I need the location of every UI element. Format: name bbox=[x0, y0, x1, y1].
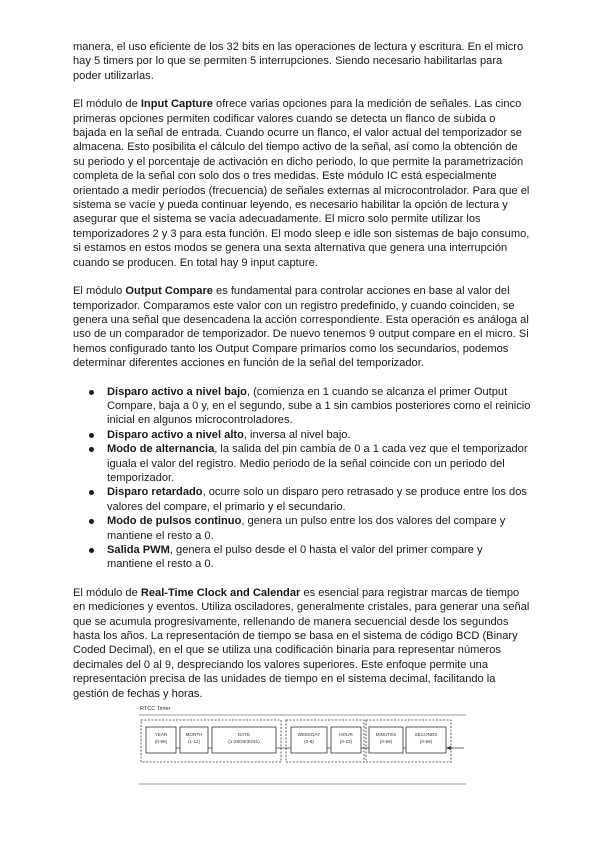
document-body bbox=[73, 40, 531, 715]
field-seconds-name: SECONDS bbox=[414, 732, 438, 737]
field-hour-name: HOUR bbox=[339, 732, 353, 737]
minutes-seconds-group-box bbox=[366, 720, 451, 762]
mode-term: Disparo activo a nivel bajo bbox=[107, 385, 247, 398]
mode-term: Modo de alternancia bbox=[107, 443, 215, 456]
mode-description: , la salida del pin cambia de 0 a 1 cada vez que el temporizador iguala el valor del registro. Medio periodo de la señal coincide con un periodo del temporizador. bbox=[107, 443, 528, 484]
field-weekday-name: WEEKDAY bbox=[297, 732, 321, 737]
field-hour-range: (0-23) bbox=[339, 739, 353, 744]
field-seconds-range: (0-59) bbox=[419, 739, 433, 744]
field-month-name: MONTH bbox=[185, 732, 203, 737]
output-compare-term: Output Compare bbox=[125, 285, 213, 298]
rtcc-term: Real-Time Clock and Calendar bbox=[140, 586, 301, 599]
mode-term: Salida PWM bbox=[107, 544, 170, 556]
mode-term: Disparo retardado bbox=[107, 486, 203, 499]
field-date-range: (1-28/29/30/31) bbox=[228, 739, 260, 744]
mode-description: , inversa al nivel bajo. bbox=[243, 428, 351, 441]
list-item bbox=[107, 442, 531, 485]
input-capture-lead: El módulo de bbox=[73, 98, 141, 111]
field-year-range: (0-99) bbox=[154, 739, 168, 744]
diagram-title: RTCC Timer bbox=[140, 706, 171, 712]
field-year-name: YEAR bbox=[154, 732, 168, 737]
field-minutes-range: (0-59) bbox=[379, 739, 393, 744]
field-minutes-name: MINUTES bbox=[375, 732, 397, 737]
input-capture-body: ofrece varias opciones para la medición de señales. Las cinco primeras opciones permiten codificar valores cuando se detecta un flanco de subida o bajada en la señal de entrada. Cuando ocurre un flanco, el valor actual del temporizador se almacena. Esto posibilita el cálculo del tiempo activo de la señal, así como la obtención de su periodo y el porcentaje de activación en dicho periodo, lo que permite la parametrización completa de la señal con solo dos o tres medidas. Este módulo IC está especialmente orientado a medir períodos (frecuencia) de señales externas al microcontrolador. Para que el sistema se vacíe y pueda continuar leyendo, es necesario habilitar la opción de lectura y asegurar que el sistema se vacía adecuadamente. El micro solo permite utilizar los temporizadores 2 y 3 para esta función. El modo sleep e idle son sistemas de bajo consumo, si estamos en estos modos se genera una sexta alternativa que genera una interrupción cuando se producen. En total hay 9 input capture. bbox=[73, 98, 530, 269]
mode-description: , genera un pulso entre los dos valores del compare y mantiene el resto a 0. bbox=[107, 515, 506, 542]
rtcc-body: es esencial para registrar marcas de tiempo en mediciones y eventos. Utiliza osciladores, generalmente cristales, para generar una señal que se acumula progresivamente, rellenando de manera secuencial desde los segundos hasta los años. La representación de tiempo se basa en el sistema de código BCD (Binary Coded Decimal), en el que se utiliza una codificación binaria para representar números decimales del 0 al 9, despreciando los valores superiores. Este enfoque permite una representación precisa de las unidades de tiempo en el sistema decimal, facilitando la gestión de fechas y horas. bbox=[73, 586, 530, 700]
intro-paragraph bbox=[73, 40, 531, 83]
list-item bbox=[107, 543, 531, 572]
clock-input-arrow-icon bbox=[446, 746, 451, 750]
weekday-hour-group-box bbox=[286, 720, 364, 762]
list-item bbox=[107, 485, 531, 514]
output-compare-modes-list bbox=[73, 385, 531, 572]
output-compare-paragraph bbox=[73, 284, 531, 370]
list-item bbox=[107, 514, 531, 543]
mode-term: Disparo activo a nivel alto bbox=[107, 428, 244, 441]
mode-description: , (comienza en 1 cuando se alcanza el primer Output Compare, baja a 0 y, en el segundo, sube a 1 sin cambios posteriores como el reinicio inicial en algunos microcontroladores. bbox=[107, 385, 531, 427]
output-compare-lead: El módulo bbox=[73, 285, 126, 298]
input-capture-term: Input Capture bbox=[140, 98, 213, 111]
mode-description: , genera el pulso desde el 0 hasta el valor del primer compare y mantiene el resto a 0. bbox=[107, 544, 483, 571]
output-compare-body: es fundamental para controlar acciones en base al valor del temporizador. Comparamos este valor con un registro predefinido, y cuando coinciden, se genera una señal que desencadena la acción correspondiente. Esta operación es análoga al uso de un comparador de temporizador. De nuevo tenemos 9 output compare en el micro. Si hemos configurado tanto los Output Compare primarios como los secundarios, podemos determinar diferentes acciones en función de la señal del temporizador. bbox=[73, 285, 529, 370]
rtcc-paragraph bbox=[73, 586, 531, 701]
rtcc-lead: El módulo de bbox=[73, 586, 141, 599]
field-date-name: DATE bbox=[238, 732, 250, 737]
input-capture-paragraph bbox=[73, 97, 531, 270]
field-weekday-range: (0-6) bbox=[304, 739, 314, 744]
intro-text: manera, el uso eficiente de los 32 bits en las operaciones de lectura y escritura. En el micro hay 5 timers por lo que se permiten 5 interrupciones. Siendo necesario habilitarlas para poder utilizarlas. bbox=[73, 41, 524, 82]
mode-description: , ocurre solo un disparo pero retrasado y se produce entre los dos valores del compare, el primario y el secundario. bbox=[107, 486, 527, 513]
list-item bbox=[107, 385, 531, 428]
rtcc-timer-diagram bbox=[138, 703, 468, 785]
mode-term: Modo de pulsos continuo bbox=[107, 515, 242, 528]
list-item bbox=[107, 428, 531, 442]
field-month-range: (1-12) bbox=[187, 739, 201, 744]
